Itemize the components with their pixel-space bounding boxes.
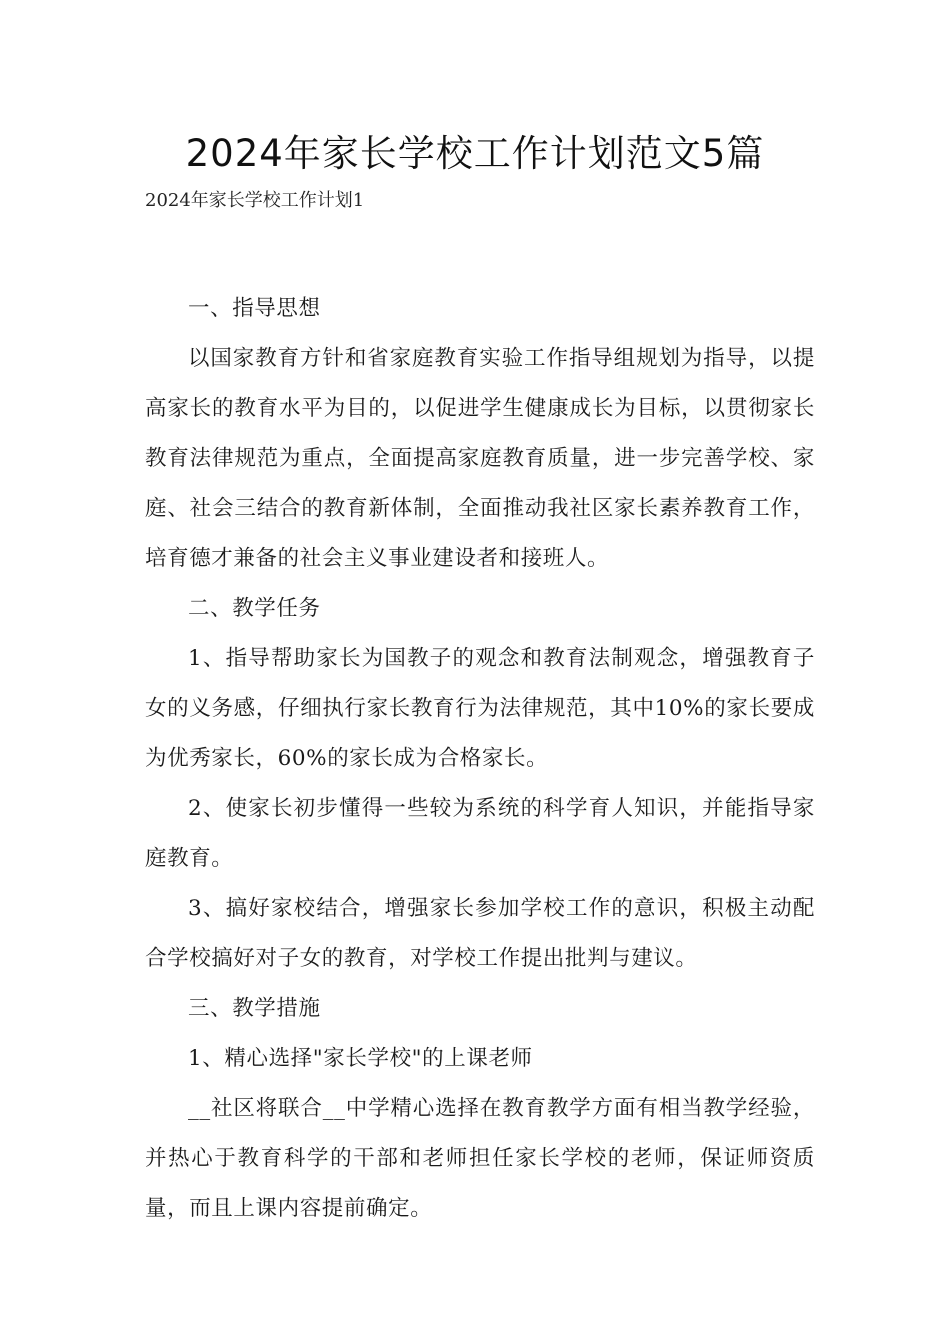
paragraph-task-3: 3、搞好家校结合，增强家长参加学校工作的意识，积极主动配合学校搞好对子女的教育，对学校工作提出批判与建议。 (145, 896, 815, 971)
paragraph-measure-1: __社区将联合__中学精心选择在教育教学方面有相当教学经验，并热心于教育科学的干部和老师担任家长学校的老师，保证师资质量，而且上课内容提前确定。 (145, 1096, 815, 1221)
document-subtitle: 2024年家长学校工作计划1 (145, 190, 365, 211)
paragraph-task-1: 1、指导帮助家长为国教子的观念和教育法制观念，增强教育子女的义务感，仔细执行家长教育行为法律规范，其中10%的家长要成为优秀家长，60%的家长成为合格家长。 (145, 646, 815, 771)
document-body (145, 284, 815, 1234)
section-heading-teaching-measures: 三、教学措施 (188, 996, 321, 1021)
subheading-measure-1: 1、精心选择"家长学校"的上课老师 (188, 1046, 533, 1071)
paragraph-task-2: 2、使家长初步懂得一些较为系统的科学育人知识，并能指导家庭教育。 (145, 796, 815, 871)
section-heading-teaching-tasks: 二、教学任务 (188, 596, 321, 621)
paragraph-guiding-ideology: 以国家教育方针和省家庭教育实验工作指导组规划为指导，以提高家长的教育水平为目的，以促进学生健康成长为目标，以贯彻家长教育法律规范为重点，全面提高家庭教育质量，进一步完善学校、家庭、社会三结合的教育新体制，全面推动我社区家长素养教育工作，培育德才兼备的社会主义事业建设者和接班人。 (145, 346, 815, 571)
document-title: 2024年家长学校工作计划范文5篇 (185, 132, 765, 175)
section-heading-guiding-ideology: 一、指导思想 (188, 296, 321, 321)
